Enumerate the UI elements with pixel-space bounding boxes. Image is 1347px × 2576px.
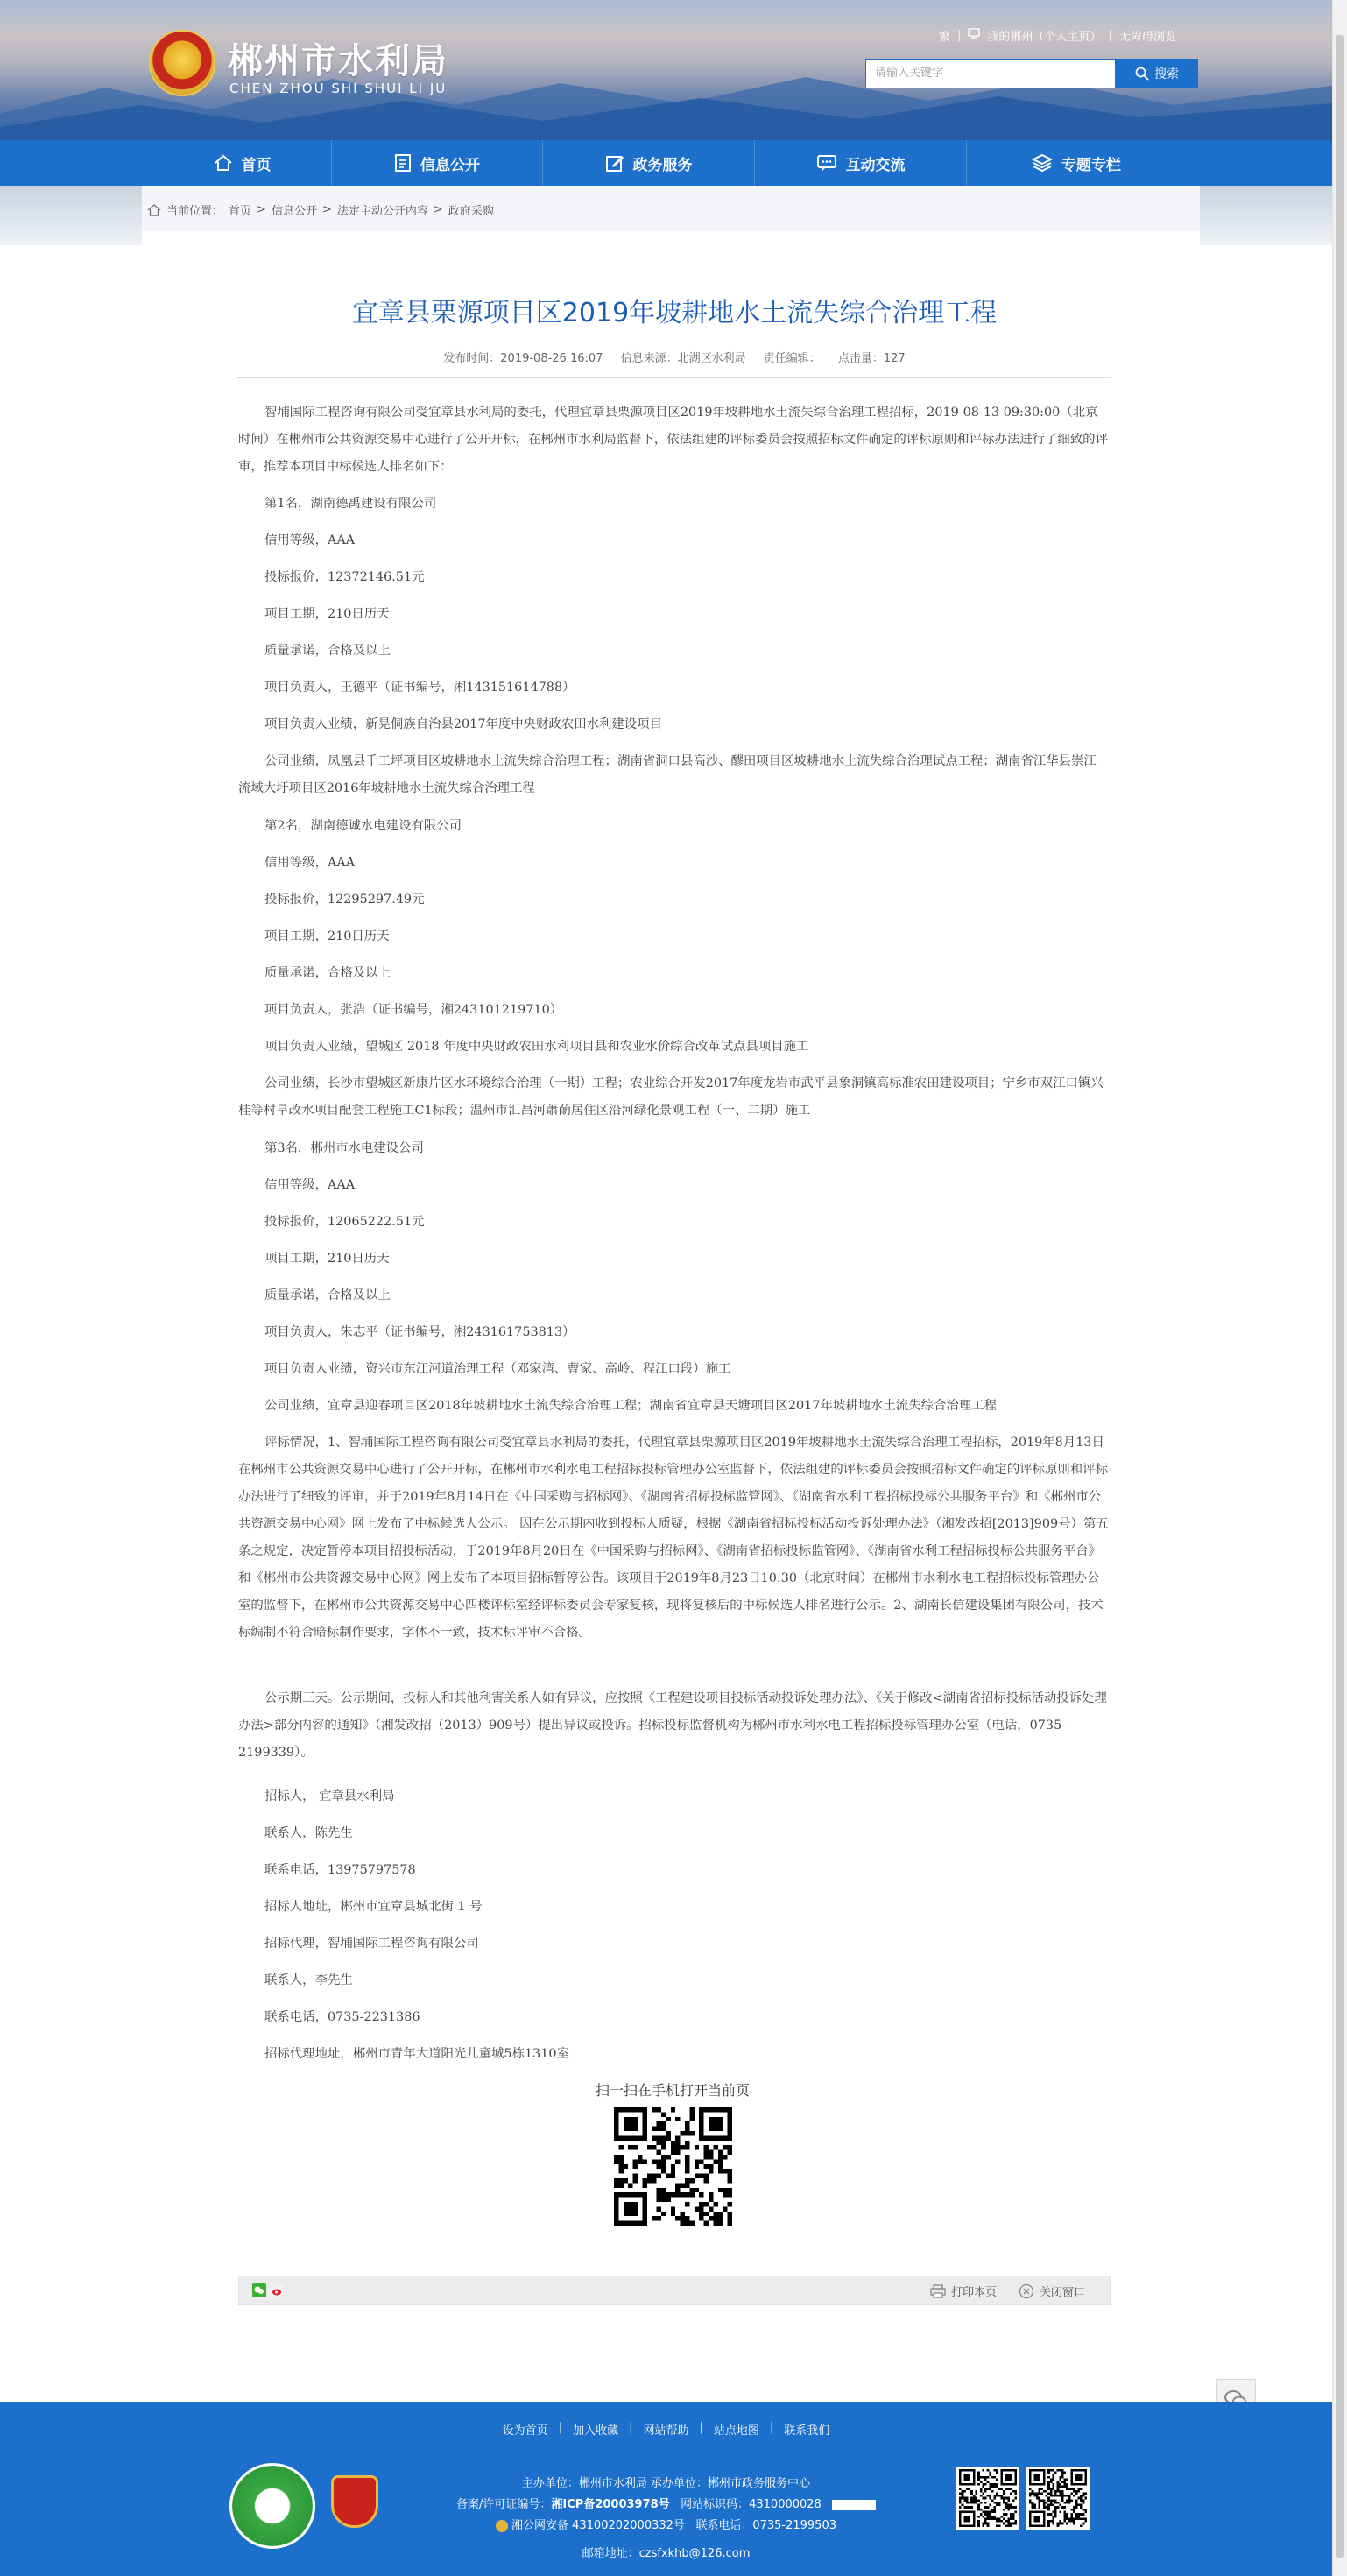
search-input[interactable]: 请输入关键字 <box>865 59 1116 88</box>
paragraph: 信用等级，AAA <box>264 533 356 547</box>
top-links: 繁 | 我的郴州（个人主页） | 无障碍浏览 <box>939 28 1176 44</box>
paragraph-notice: 公示期三天。公示期间，投标人和其他利害关系人如有异议，应按照《工程建设项目投标活动投诉处理办法》、《关于修改<湖南省招标投标活动投诉处理办法>部分内容的通知》（湘发改招（2013）909号）提出异议或投诉。招标投标监督机构为郴州市水利水电工程招标投标管理办公室（电话，0735-2199339）。 <box>238 1691 1107 1760</box>
footer-link-sitemap[interactable]: 站点地图 <box>713 2424 759 2438</box>
layers-icon <box>1032 153 1053 173</box>
footer-link-contact[interactable]: 联系我们 <box>784 2424 830 2438</box>
article-meta <box>236 349 1112 365</box>
paragraph: 信用等级，AAA <box>264 1178 356 1192</box>
paragraph: 质量承诺，合格及以上 <box>264 1288 391 1302</box>
paragraph: 第1名，湖南德禹建设有限公司 <box>264 497 437 511</box>
nav-item-special[interactable] <box>967 140 1186 186</box>
footer-links: 设为首页 | 加入收藏 | 网站帮助 | 站点地图 | 联系我们 <box>0 2421 1332 2438</box>
breadcrumb: 当前位置： 首页 > 信息公开 > 法定主动公开内容 > 政府采购 <box>147 201 494 218</box>
paragraph: 联系电话，13975797578 <box>264 1863 416 1877</box>
edit-icon <box>605 153 624 173</box>
footer-icp-line: 备案/许可证编号：湘ICP备20003978号 网站标识码：4310000028 <box>0 2495 1332 2511</box>
paragraph: 项目负责人业绩，新晃侗族自治县2017年度中央财政农田水利建设项目 <box>264 717 662 731</box>
nav-item-home[interactable] <box>153 140 331 186</box>
paragraph: 招标代理，智埔国际工程咨询有限公司 <box>264 1937 479 1951</box>
paragraph: 公司业绩，宜章县迎春项目区2018年坡耕地水土流失综合治理工程；湖南省宜章县天塘项目区2017年坡耕地水土流失综合治理工程 <box>264 1399 997 1413</box>
footer-link-favorite[interactable]: 加入收藏 <box>573 2424 619 2438</box>
breadcrumb-procurement[interactable]: 政府采购 <box>448 205 494 218</box>
paragraph: 项目工期，210日历天 <box>264 607 390 621</box>
footer-phone: 联系电话：0735-2199503 <box>695 2519 837 2532</box>
nav-label: 信息公开 <box>420 156 480 174</box>
close-window-button[interactable] <box>1019 2283 1085 2299</box>
paragraph: 项目负责人，朱志平（证书编号，湘243161753813） <box>264 1325 575 1339</box>
hit-count: 点击量：127 <box>837 352 906 365</box>
paragraph: 第2名，湖南德诚水电建设有限公司 <box>264 819 462 833</box>
qr-code-icon <box>956 2467 1019 2530</box>
paragraph: 投标报价，12065222.51元 <box>264 1215 425 1229</box>
police-badge-icon <box>496 2520 508 2532</box>
breadcrumb-statutory[interactable]: 法定主动公开内容 <box>336 205 428 218</box>
close-icon <box>1019 2283 1034 2299</box>
paragraph-evaluation: 评标情况，1、智埔国际工程咨询有限公司受宜章县水利局的委托，代理宜章县栗源项目区2019年坡耕地水土流失综合治理工程招标，2019年8月13日在郴州市公共资源交易中心进行了公开开标，在郴州市水利水电工程招标投标管理办公室监督下，依法组建的评标委员会按照招标文件确定的评标原则和评标办法进行了细致的评审，并于2019年8月14日在《中国采购与招标网》、《湖南省招标投标监管网》、《湖南省水利工程招标投标公共服务平台》和《郴州市公共资源交易中心网》网上发布了中标候选人公示。 因在公示期内收到投标人质疑，根据《湖南省招标投标活动投诉处理办法》（湘发改招[2013]909号）第五条之规定，决定暂停本项目招投标活动，于2019年8月20日在《中国采购与招标网》、《湖南省招标投标监管网》、《湖南省水利工程招标投标公共服务平台》和《郴州市公共资源交易中心网》网上发布了本项目招标暂停公告。该项目于2019年8月23日10:30（北京时间）在郴州市水利水电工程招标投标管理办公室的监督下，在郴州市公共资源交易中心四楼评标室经评标委员会专家复核，现将复核后的中标候选人排名进行公示。2、湖南长信建设集团有限公司，技术标编制不符合暗标制作要求，字体不一致，技术标评审不合格。 <box>238 1436 1109 1640</box>
paragraph: 招标人， 宜章县水利局 <box>264 1789 395 1803</box>
printer-icon <box>930 2284 946 2298</box>
nav-label: 互动交流 <box>845 156 906 174</box>
footer-link-help[interactable]: 网站帮助 <box>643 2424 689 2438</box>
police-record-link[interactable]: 湘公网安备 43100202000332号 <box>511 2519 685 2532</box>
footer-link-set-home[interactable]: 设为首页 <box>502 2424 548 2438</box>
breadcrumb-home[interactable]: 首页 <box>229 205 252 218</box>
wechat-share-icon[interactable] <box>252 2283 266 2301</box>
site-code: 网站标识码：4310000028 <box>681 2498 822 2511</box>
info-source: 信息来源：北湖区水利局 <box>620 352 746 365</box>
qr-code-icon <box>1026 2467 1090 2530</box>
breadcrumb-info-open[interactable]: 信息公开 <box>271 205 317 218</box>
search-button-label: 搜索 <box>1154 67 1179 81</box>
icp-link[interactable]: 湘ICP备20003978号 <box>551 2498 670 2511</box>
paragraph: 联系人，李先生 <box>264 1973 353 1987</box>
editor: 责任编辑： <box>763 352 821 365</box>
nav-label: 首页 <box>241 156 272 174</box>
footer-police-line <box>0 2516 1332 2532</box>
paragraph: 质量承诺，合格及以上 <box>264 966 391 980</box>
site-pinyin: CHEN ZHOU SHI SHUI LI JU <box>229 81 448 96</box>
paragraph: 公司业绩，凤凰县千工坪项目区坡耕地水土流失综合治理工程；湖南省洞口县高沙、醪田项目区坡耕地水土流失综合治理试点工程；湖南省江华县崇江流域大圩项目区2016年坡耕地水土流失综合治理工程 <box>238 754 1097 795</box>
site-header <box>0 0 1332 140</box>
nav-label: 专题专栏 <box>1061 156 1121 174</box>
qr-code-icon <box>614 2107 732 2226</box>
dnzz-badge-icon <box>832 2500 876 2510</box>
paragraph-intro: 智埔国际工程咨询有限公司受宜章县水利局的委托，代理宜章县栗源项目区2019年坡耕地水土流失综合治理工程招标，2019-08-13 09:30:00（北京时间）在郴州市公共资源交易中心进行了公开开标，在郴州市水利局监督下，依法组建的评标委员会按照招标文件确定的评标原则和评标办法进行了细致的评审，推荐本项目中标候选人排名如下： <box>238 406 1108 474</box>
paragraph: 信用等级，AAA <box>264 856 356 870</box>
national-emblem-icon <box>149 30 215 96</box>
paragraph: 投标报价，12372146.51元 <box>264 570 425 584</box>
nav-item-gov-service[interactable] <box>543 140 754 186</box>
qr-caption: 扫一扫在手机打开当前页 <box>595 2082 750 2099</box>
weibo-share-icon[interactable] <box>270 2283 284 2301</box>
share-icons <box>252 2283 284 2301</box>
print-label: 打印本页 <box>951 2286 998 2299</box>
document-icon <box>394 153 412 173</box>
home-icon <box>147 203 161 216</box>
close-label: 关闭窗口 <box>1040 2286 1086 2299</box>
search-button[interactable] <box>1116 59 1198 88</box>
monitor-icon <box>968 28 980 42</box>
divider <box>236 377 1111 378</box>
breadcrumb-prefix: 当前位置： <box>166 205 224 218</box>
paragraph: 质量承诺，合格及以上 <box>264 644 391 658</box>
paragraph: 联系电话，0735-2231386 <box>264 2010 420 2024</box>
paragraph: 项目负责人，王德平（证书编号，湘143151614788） <box>264 681 575 695</box>
main-nav <box>0 140 1332 186</box>
traditional-chinese-link[interactable]: 繁 <box>939 30 951 44</box>
paragraph: 招标代理地址，郴州市青年大道阳光儿童城5栋1310室 <box>264 2047 569 2061</box>
paragraph: 招标人地址，郴州市宜章县城北街 1 号 <box>264 1900 483 1914</box>
search-icon <box>1135 67 1149 81</box>
paragraph: 项目负责人，张浩（证书编号，湘243101219710） <box>264 1003 563 1017</box>
paragraph: 第3名，郴州市水电建设公司 <box>264 1141 424 1155</box>
home-icon <box>214 154 233 172</box>
site-title: 郴州市水利局 <box>228 41 448 81</box>
scrollbar-thumb[interactable] <box>1336 35 1344 2558</box>
print-button[interactable] <box>930 2283 997 2299</box>
paragraph: 公司业绩，长沙市望城区新康片区水环境综合治理（一期）工程；农业综合开发2017年度龙岩市武平县象洞镇高标准农田建设项目；宁乡市双江口镇兴桂等村旱改水项目配套工程施工C1标段；温州市汇昌河蕭蓢居住区沿河绿化景观工程（一、二期）施工 <box>238 1076 1104 1118</box>
paragraph: 项目负责人业绩，资兴市东江河道治理工程（邓家湾、曹家、高岭、程江口段）施工 <box>264 1362 731 1376</box>
paragraph: 项目工期，210日历天 <box>264 929 390 943</box>
chat-icon <box>816 154 837 172</box>
nav-label: 政务服务 <box>632 156 693 174</box>
footer-email: 邮箱地址：czsfxkhb@126.com <box>582 2547 751 2560</box>
my-chenzhou-link[interactable]: 我的郴州（个人主页） <box>987 30 1102 44</box>
vertical-scrollbar[interactable] <box>1332 0 1347 2576</box>
paragraph: 项目工期，210日历天 <box>264 1252 390 1266</box>
paragraph: 项目负责人业绩，望城区 2018 年度中央财政农田水利项目县和农业水价综合改革试点县项目施工 <box>264 1040 809 1054</box>
footer-host: 主办单位：郴州市水利局 承办单位：郴州市政务服务中心 <box>521 2477 811 2490</box>
paragraph: 联系人，陈先生 <box>264 1826 353 1840</box>
nav-item-interaction[interactable] <box>755 140 966 186</box>
accessibility-link[interactable]: 无障碍浏览 <box>1118 30 1176 44</box>
paragraph: 投标报价，12295297.49元 <box>264 893 425 907</box>
article-title: 宜章县栗源项目区2019年坡耕地水土流失综合治理工程 <box>351 298 998 328</box>
nav-item-info-open[interactable] <box>332 140 542 186</box>
publish-time: 发布时间：2019-08-26 16:07 <box>443 352 603 365</box>
